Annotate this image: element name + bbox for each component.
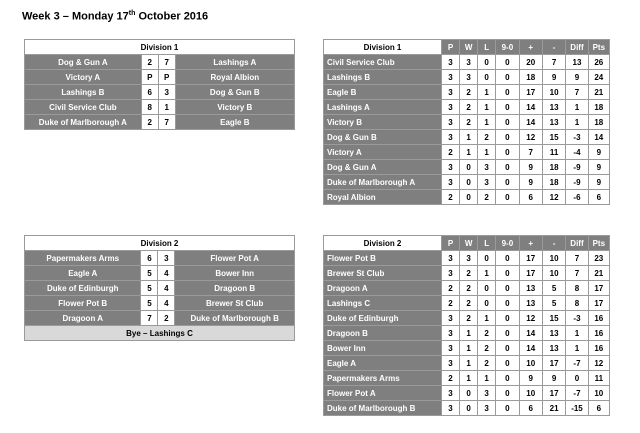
stat-cell: 10 bbox=[542, 85, 565, 100]
column-header: 9-0 bbox=[496, 40, 519, 55]
stat-cell: 13 bbox=[519, 296, 542, 311]
column-header: 9-0 bbox=[496, 236, 519, 251]
column-header: + bbox=[519, 236, 542, 251]
home-team: Eagle A bbox=[25, 266, 141, 281]
stat-cell: 18 bbox=[588, 100, 609, 115]
stat-cell: 1 bbox=[460, 326, 478, 341]
stat-cell: 3 bbox=[478, 401, 496, 416]
stat-cell: 0 bbox=[496, 281, 519, 296]
stat-cell: 1 bbox=[460, 145, 478, 160]
stat-cell: 3 bbox=[478, 160, 496, 175]
column-header: W bbox=[460, 40, 478, 55]
stat-cell: 3 bbox=[442, 266, 460, 281]
stat-cell: 2 bbox=[478, 356, 496, 371]
stat-cell: 9 bbox=[519, 371, 542, 386]
away-team: Eagle B bbox=[175, 115, 294, 130]
stat-cell: 3 bbox=[442, 401, 460, 416]
stat-cell: 20 bbox=[519, 55, 542, 70]
stat-cell: 0 bbox=[496, 341, 519, 356]
fixtures-header: Division 2 bbox=[25, 236, 295, 251]
team-name: Eagle A bbox=[324, 356, 442, 371]
stat-cell: 17 bbox=[519, 266, 542, 281]
stat-cell: 17 bbox=[519, 85, 542, 100]
home-score: 8 bbox=[141, 100, 158, 115]
stat-cell: 5 bbox=[542, 281, 565, 296]
stat-cell: 10 bbox=[519, 356, 542, 371]
stat-cell: 2 bbox=[442, 145, 460, 160]
stat-cell: 14 bbox=[519, 341, 542, 356]
page-title: Week 3 – Monday 17th October 2016 bbox=[22, 10, 209, 23]
stat-cell: 0 bbox=[496, 85, 519, 100]
stat-cell: 1 bbox=[460, 356, 478, 371]
home-team: Flower Pot B bbox=[25, 296, 141, 311]
stat-cell: 0 bbox=[496, 401, 519, 416]
column-header: Pts bbox=[588, 236, 609, 251]
stat-cell: 2 bbox=[478, 341, 496, 356]
stat-cell: 18 bbox=[542, 175, 565, 190]
stat-cell: 9 bbox=[566, 70, 588, 85]
stat-cell: 8 bbox=[566, 296, 588, 311]
stat-cell: -7 bbox=[566, 356, 588, 371]
stat-cell: 7 bbox=[542, 55, 565, 70]
stat-cell: 0 bbox=[496, 266, 519, 281]
stat-cell: 14 bbox=[519, 326, 542, 341]
away-team: Victory B bbox=[175, 100, 294, 115]
fixture-row bbox=[25, 85, 295, 100]
stat-cell: -3 bbox=[566, 130, 588, 145]
stat-cell: 3 bbox=[442, 326, 460, 341]
away-team: Dog & Gun B bbox=[175, 85, 294, 100]
standings-row bbox=[324, 115, 610, 130]
team-name: Duke of Marlborough B bbox=[324, 401, 442, 416]
standings-header-row bbox=[324, 40, 610, 55]
team-name: Lashings C bbox=[324, 296, 442, 311]
standings-row bbox=[324, 296, 610, 311]
stat-cell: 13 bbox=[519, 281, 542, 296]
stat-cell: 2 bbox=[442, 296, 460, 311]
stat-cell: 2 bbox=[442, 190, 460, 205]
stat-cell: 2 bbox=[442, 281, 460, 296]
team-name: Eagle B bbox=[324, 85, 442, 100]
column-header: Division 2 bbox=[324, 236, 442, 251]
stat-cell: 0 bbox=[478, 281, 496, 296]
stat-cell: 3 bbox=[460, 55, 478, 70]
column-header: + bbox=[519, 40, 542, 55]
home-score: 7 bbox=[141, 311, 158, 326]
stat-cell: 17 bbox=[519, 251, 542, 266]
fixtures-division-2 bbox=[24, 235, 295, 341]
standings-row bbox=[324, 386, 610, 401]
home-score: P bbox=[141, 70, 158, 85]
stat-cell: 14 bbox=[519, 115, 542, 130]
home-score: 2 bbox=[141, 55, 158, 70]
home-team: Duke of Marlborough A bbox=[25, 115, 142, 130]
away-team: Flower Pot A bbox=[175, 251, 295, 266]
stat-cell: 0 bbox=[496, 160, 519, 175]
fixture-row bbox=[25, 296, 295, 311]
team-name: Dragoon A bbox=[324, 281, 442, 296]
standings-row bbox=[324, 175, 610, 190]
column-header: Pts bbox=[588, 40, 609, 55]
stat-cell: 0 bbox=[496, 296, 519, 311]
away-team: Royal Albion bbox=[175, 70, 294, 85]
stat-cell: 2 bbox=[460, 281, 478, 296]
away-score: 7 bbox=[158, 115, 175, 130]
team-name: Victory B bbox=[324, 115, 442, 130]
stat-cell: 7 bbox=[519, 145, 542, 160]
standings-row bbox=[324, 401, 610, 416]
home-team: Duke of Edinburgh bbox=[25, 281, 141, 296]
standings-row bbox=[324, 100, 610, 115]
stat-cell: 0 bbox=[460, 175, 478, 190]
standings-division-1 bbox=[323, 39, 610, 205]
stat-cell: 3 bbox=[442, 341, 460, 356]
stat-cell: 10 bbox=[542, 251, 565, 266]
column-header: Division 1 bbox=[324, 40, 442, 55]
fixture-row bbox=[25, 70, 295, 85]
away-team: Bower Inn bbox=[175, 266, 295, 281]
team-name: Dog & Gun A bbox=[324, 160, 442, 175]
stat-cell: 0 bbox=[460, 386, 478, 401]
stat-cell: -9 bbox=[566, 160, 588, 175]
team-name: Royal Albion bbox=[324, 190, 442, 205]
stat-cell: 13 bbox=[542, 115, 565, 130]
home-team: Papermakers Arms bbox=[25, 251, 141, 266]
stat-cell: 2 bbox=[478, 130, 496, 145]
away-score: 2 bbox=[158, 311, 175, 326]
stat-cell: 2 bbox=[460, 311, 478, 326]
home-score: 2 bbox=[141, 115, 158, 130]
stat-cell: 0 bbox=[496, 145, 519, 160]
column-header: - bbox=[542, 236, 565, 251]
stat-cell: 0 bbox=[496, 311, 519, 326]
fixtures-header: Division 1 bbox=[25, 40, 295, 55]
stat-cell: 3 bbox=[442, 130, 460, 145]
standings-row bbox=[324, 130, 610, 145]
stat-cell: 1 bbox=[478, 145, 496, 160]
column-header: Diff bbox=[566, 40, 588, 55]
stat-cell: 2 bbox=[460, 85, 478, 100]
stat-cell: 0 bbox=[496, 356, 519, 371]
stat-cell: 3 bbox=[442, 115, 460, 130]
stat-cell: 2 bbox=[460, 115, 478, 130]
stat-cell: 0 bbox=[478, 296, 496, 311]
stat-cell: 1 bbox=[460, 371, 478, 386]
stat-cell: 9 bbox=[588, 145, 609, 160]
home-team: Victory A bbox=[25, 70, 142, 85]
stat-cell: 3 bbox=[442, 311, 460, 326]
stat-cell: 9 bbox=[519, 160, 542, 175]
home-team: Dog & Gun A bbox=[25, 55, 142, 70]
stat-cell: 2 bbox=[460, 100, 478, 115]
stat-cell: 1 bbox=[566, 341, 588, 356]
stat-cell: 21 bbox=[542, 401, 565, 416]
team-name: Duke of Edinburgh bbox=[324, 311, 442, 326]
stat-cell: 2 bbox=[460, 296, 478, 311]
stat-cell: 3 bbox=[442, 175, 460, 190]
home-score: 6 bbox=[141, 251, 158, 266]
stat-cell: 3 bbox=[478, 386, 496, 401]
stat-cell: 0 bbox=[478, 55, 496, 70]
stat-cell: 1 bbox=[460, 341, 478, 356]
stat-cell: -15 bbox=[566, 401, 588, 416]
stat-cell: 18 bbox=[588, 115, 609, 130]
stat-cell: 3 bbox=[442, 251, 460, 266]
stat-cell: 0 bbox=[496, 190, 519, 205]
standings-row bbox=[324, 371, 610, 386]
stat-cell: 10 bbox=[588, 386, 609, 401]
fixture-row bbox=[25, 55, 295, 70]
stat-cell: 6 bbox=[519, 401, 542, 416]
stat-cell: 8 bbox=[566, 281, 588, 296]
team-name: Flower Pot A bbox=[324, 386, 442, 401]
stat-cell: 21 bbox=[588, 85, 609, 100]
home-team: Civil Service Club bbox=[25, 100, 142, 115]
column-header: L bbox=[478, 40, 496, 55]
team-name: Bower Inn bbox=[324, 341, 442, 356]
stat-cell: 3 bbox=[460, 251, 478, 266]
stat-cell: 9 bbox=[542, 70, 565, 85]
away-score: 3 bbox=[158, 85, 175, 100]
team-name: Duke of Marlborough A bbox=[324, 175, 442, 190]
stat-cell: 1 bbox=[566, 115, 588, 130]
standings-row bbox=[324, 311, 610, 326]
stat-cell: 0 bbox=[496, 130, 519, 145]
stat-cell: 0 bbox=[496, 70, 519, 85]
stat-cell: 12 bbox=[588, 356, 609, 371]
away-team: Lashings A bbox=[175, 55, 294, 70]
stat-cell: 1 bbox=[478, 100, 496, 115]
fixture-row bbox=[25, 100, 295, 115]
bye-note: Bye – Lashings C bbox=[25, 326, 295, 341]
stat-cell: 16 bbox=[588, 341, 609, 356]
home-team: Dragoon A bbox=[25, 311, 141, 326]
standings-row bbox=[324, 326, 610, 341]
stat-cell: 1 bbox=[460, 130, 478, 145]
team-name: Dragoon B bbox=[324, 326, 442, 341]
stat-cell: -3 bbox=[566, 311, 588, 326]
stat-cell: 3 bbox=[442, 100, 460, 115]
stat-cell: 0 bbox=[496, 251, 519, 266]
stat-cell: 10 bbox=[542, 266, 565, 281]
stat-cell: 0 bbox=[496, 100, 519, 115]
stat-cell: 13 bbox=[542, 341, 565, 356]
fixture-row bbox=[25, 311, 295, 326]
standings-row bbox=[324, 341, 610, 356]
team-name: Civil Service Club bbox=[324, 55, 442, 70]
stat-cell: 2 bbox=[460, 266, 478, 281]
team-name: Lashings B bbox=[324, 70, 442, 85]
stat-cell: 21 bbox=[588, 266, 609, 281]
team-name: Lashings A bbox=[324, 100, 442, 115]
standings-row bbox=[324, 251, 610, 266]
stat-cell: 0 bbox=[460, 401, 478, 416]
away-score: 3 bbox=[158, 251, 175, 266]
team-name: Victory A bbox=[324, 145, 442, 160]
home-score: 5 bbox=[141, 281, 158, 296]
standings-header-row bbox=[324, 236, 610, 251]
stat-cell: 17 bbox=[542, 386, 565, 401]
stat-cell: 12 bbox=[519, 130, 542, 145]
away-score: 1 bbox=[158, 100, 175, 115]
home-score: 5 bbox=[141, 296, 158, 311]
stat-cell: 0 bbox=[478, 70, 496, 85]
team-name: Brewer St Club bbox=[324, 266, 442, 281]
stat-cell: 18 bbox=[519, 70, 542, 85]
stat-cell: 0 bbox=[496, 175, 519, 190]
away-score: 4 bbox=[158, 266, 175, 281]
stat-cell: 1 bbox=[478, 115, 496, 130]
fixtures-division-1 bbox=[24, 39, 295, 130]
stat-cell: 17 bbox=[588, 281, 609, 296]
stat-cell: 3 bbox=[442, 386, 460, 401]
stat-cell: 7 bbox=[566, 85, 588, 100]
away-team: Duke of Marlborough B bbox=[175, 311, 295, 326]
home-score: 6 bbox=[141, 85, 158, 100]
stat-cell: 24 bbox=[588, 70, 609, 85]
away-score: 4 bbox=[158, 281, 175, 296]
stat-cell: 6 bbox=[588, 190, 609, 205]
home-team: Lashings B bbox=[25, 85, 142, 100]
stat-cell: -6 bbox=[566, 190, 588, 205]
stat-cell: 11 bbox=[588, 371, 609, 386]
column-header: Diff bbox=[566, 236, 588, 251]
stat-cell: 13 bbox=[566, 55, 588, 70]
away-score: P bbox=[158, 70, 175, 85]
standings-row bbox=[324, 356, 610, 371]
standings-row bbox=[324, 160, 610, 175]
stat-cell: 15 bbox=[542, 130, 565, 145]
stat-cell: 26 bbox=[588, 55, 609, 70]
stat-cell: 1 bbox=[566, 326, 588, 341]
stat-cell: 2 bbox=[478, 190, 496, 205]
stat-cell: 7 bbox=[566, 266, 588, 281]
fixture-row bbox=[25, 281, 295, 296]
standings-row bbox=[324, 281, 610, 296]
stat-cell: 6 bbox=[519, 190, 542, 205]
column-header: L bbox=[478, 236, 496, 251]
stat-cell: 12 bbox=[542, 190, 565, 205]
stat-cell: 9 bbox=[519, 175, 542, 190]
stat-cell: 1 bbox=[566, 100, 588, 115]
standings-division-2 bbox=[323, 235, 610, 416]
stat-cell: 0 bbox=[460, 190, 478, 205]
stat-cell: 14 bbox=[519, 100, 542, 115]
standings-row bbox=[324, 70, 610, 85]
stat-cell: 3 bbox=[442, 70, 460, 85]
stat-cell: 9 bbox=[588, 160, 609, 175]
stat-cell: 12 bbox=[519, 311, 542, 326]
stat-cell: 17 bbox=[542, 356, 565, 371]
stat-cell: 0 bbox=[496, 115, 519, 130]
stat-cell: 1 bbox=[478, 311, 496, 326]
fixture-row bbox=[25, 115, 295, 130]
stat-cell: 9 bbox=[588, 175, 609, 190]
stat-cell: 0 bbox=[496, 386, 519, 401]
standings-row bbox=[324, 145, 610, 160]
team-name: Flower Pot B bbox=[324, 251, 442, 266]
stat-cell: 0 bbox=[566, 371, 588, 386]
stat-cell: 0 bbox=[496, 326, 519, 341]
stat-cell: 16 bbox=[588, 311, 609, 326]
away-team: Brewer St Club bbox=[175, 296, 295, 311]
stat-cell: 18 bbox=[542, 160, 565, 175]
stat-cell: 0 bbox=[460, 160, 478, 175]
team-name: Papermakers Arms bbox=[324, 371, 442, 386]
standings-row bbox=[324, 55, 610, 70]
stat-cell: 11 bbox=[542, 145, 565, 160]
away-score: 7 bbox=[158, 55, 175, 70]
stat-cell: 0 bbox=[496, 55, 519, 70]
stat-cell: 15 bbox=[542, 311, 565, 326]
stat-cell: 13 bbox=[542, 326, 565, 341]
away-team: Dragoon B bbox=[175, 281, 295, 296]
column-header: P bbox=[442, 236, 460, 251]
stat-cell: 3 bbox=[478, 175, 496, 190]
stat-cell: 14 bbox=[588, 130, 609, 145]
stat-cell: 2 bbox=[478, 326, 496, 341]
stat-cell: 1 bbox=[478, 266, 496, 281]
stat-cell: -9 bbox=[566, 175, 588, 190]
stat-cell: 3 bbox=[442, 85, 460, 100]
stat-cell: 7 bbox=[566, 251, 588, 266]
fixture-row bbox=[25, 266, 295, 281]
away-score: 4 bbox=[158, 296, 175, 311]
stat-cell: 3 bbox=[442, 356, 460, 371]
standings-row bbox=[324, 85, 610, 100]
stat-cell: 23 bbox=[588, 251, 609, 266]
stat-cell: 3 bbox=[442, 160, 460, 175]
column-header: W bbox=[460, 236, 478, 251]
stat-cell: -7 bbox=[566, 386, 588, 401]
stat-cell: 0 bbox=[496, 371, 519, 386]
stat-cell: 17 bbox=[588, 296, 609, 311]
standings-row bbox=[324, 266, 610, 281]
team-name: Dog & Gun B bbox=[324, 130, 442, 145]
home-score: 5 bbox=[141, 266, 158, 281]
stat-cell: 9 bbox=[542, 371, 565, 386]
stat-cell: 13 bbox=[542, 100, 565, 115]
stat-cell: 2 bbox=[442, 371, 460, 386]
column-header: - bbox=[542, 40, 565, 55]
stat-cell: -4 bbox=[566, 145, 588, 160]
stat-cell: 1 bbox=[478, 85, 496, 100]
column-header: P bbox=[442, 40, 460, 55]
stat-cell: 0 bbox=[478, 251, 496, 266]
stat-cell: 3 bbox=[460, 70, 478, 85]
stat-cell: 16 bbox=[588, 326, 609, 341]
standings-row bbox=[324, 190, 610, 205]
stat-cell: 3 bbox=[442, 55, 460, 70]
stat-cell: 10 bbox=[519, 386, 542, 401]
stat-cell: 1 bbox=[478, 371, 496, 386]
stat-cell: 5 bbox=[542, 296, 565, 311]
stat-cell: 6 bbox=[588, 401, 609, 416]
fixture-row bbox=[25, 251, 295, 266]
